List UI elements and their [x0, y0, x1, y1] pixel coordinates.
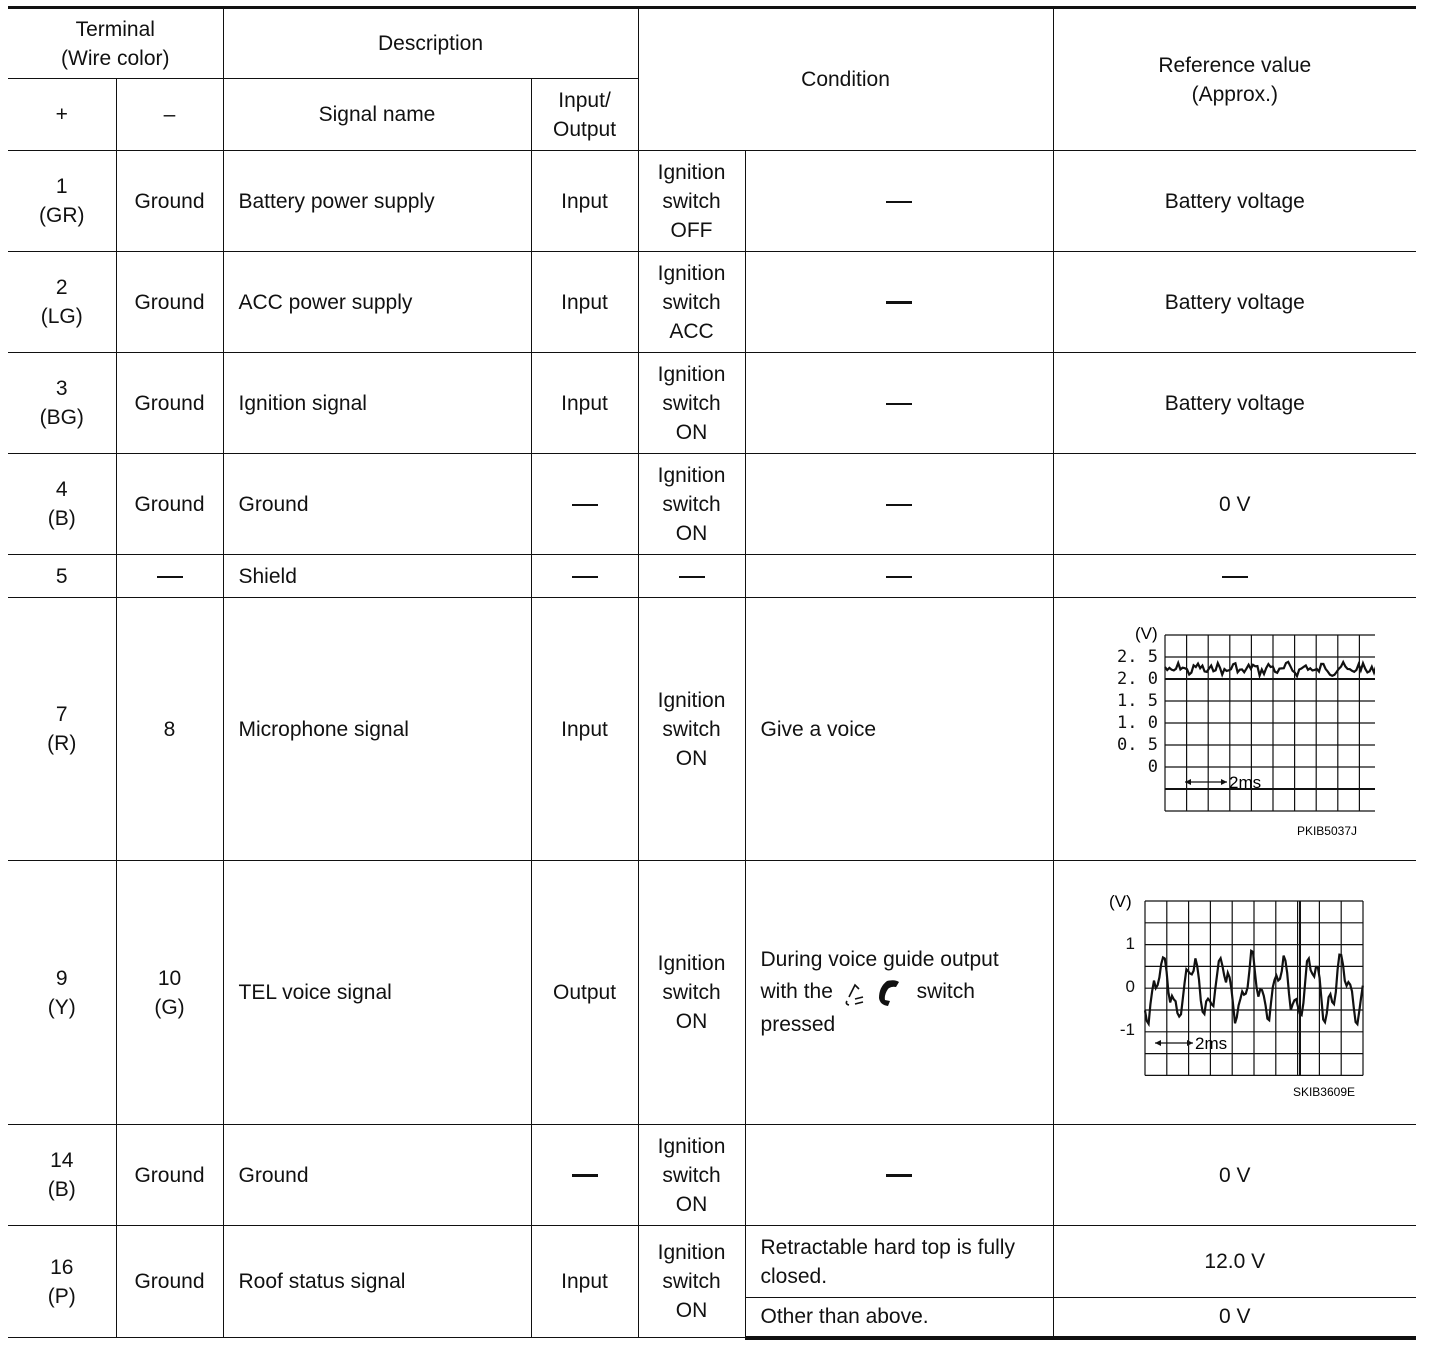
signal-name: Shield — [223, 555, 531, 598]
table-row — [8, 1226, 1416, 1298]
scope-unit: (V) — [1108, 891, 1132, 911]
condition-detail — [745, 1125, 1053, 1226]
terminal-plus: 4 (B) — [8, 454, 116, 555]
terminal-minus: Ground — [116, 1226, 223, 1338]
signal-name: Battery power supply — [223, 151, 531, 252]
terminal-minus: 8 — [116, 598, 223, 861]
figure-code: SKIB3609E — [1292, 1084, 1355, 1099]
reference-value: 0 V — [1053, 1125, 1416, 1226]
condition-detail — [745, 555, 1053, 598]
tel-voice-waveform — [1095, 883, 1375, 1103]
y-tick-label: 2. 5 — [1116, 647, 1158, 667]
header-description: Description — [223, 8, 638, 79]
signal-name: Microphone signal — [223, 598, 531, 861]
y-tick-label: 1. 5 — [1116, 691, 1158, 711]
terminal-plus: 14 (B) — [8, 1125, 116, 1226]
input-output: Input — [531, 598, 638, 861]
condition-detail: Other than above. — [745, 1298, 1053, 1338]
terminal-plus: 7 (R) — [8, 598, 116, 861]
table-row — [8, 252, 1416, 353]
input-output — [531, 1125, 638, 1226]
table-row — [8, 555, 1416, 598]
y-tick-label: 1 — [1125, 933, 1135, 953]
input-output: Input — [531, 252, 638, 353]
terminal-plus: 1 (GR) — [8, 151, 116, 252]
y-tick-label: 2. 0 — [1116, 669, 1158, 689]
reference-value: Battery voltage — [1053, 151, 1416, 252]
reference-value: 12.0 V — [1053, 1226, 1416, 1298]
y-tick-label: 0. 5 — [1116, 735, 1158, 755]
phone-icon — [879, 980, 899, 1006]
header-reference-value: Reference value (Approx.) — [1053, 8, 1416, 151]
time-scale-label: 2ms — [1194, 1033, 1227, 1053]
condition-detail — [745, 252, 1053, 353]
ignition-condition: Ignition switch ON — [638, 1125, 745, 1226]
reference-value: 0 V — [1053, 1298, 1416, 1338]
header-condition: Condition — [638, 8, 1053, 151]
y-tick-label: 1. 0 — [1116, 713, 1158, 733]
reference-waveform — [1053, 598, 1416, 861]
table-row — [8, 454, 1416, 555]
ignition-condition: Ignition switch ON — [638, 353, 745, 454]
table-row — [8, 1125, 1416, 1226]
table-row — [8, 151, 1416, 252]
terminal-plus: 3 (BG) — [8, 353, 116, 454]
terminal-minus: Ground — [116, 151, 223, 252]
header-terminal: Terminal (Wire color) — [8, 8, 223, 79]
signal-name: Ground — [223, 454, 531, 555]
microphone-waveform — [1095, 619, 1375, 839]
ignition-condition: Ignition switch ON — [638, 598, 745, 861]
header-minus: – — [116, 79, 223, 151]
input-output: Input — [531, 1226, 638, 1338]
voice-recognition-icon — [846, 985, 863, 1005]
ignition-condition: Ignition switch ACC — [638, 252, 745, 353]
reference-value — [1053, 555, 1416, 598]
reference-value: Battery voltage — [1053, 252, 1416, 353]
input-output: Input — [531, 353, 638, 454]
input-output — [531, 454, 638, 555]
ignition-condition — [638, 555, 745, 598]
table-row — [8, 598, 1416, 861]
reference-waveform — [1053, 861, 1416, 1125]
ignition-condition: Ignition switch ON — [638, 454, 745, 555]
condition-detail: During voice guide output with the switch pressed — [745, 861, 1053, 1125]
terminal-plus: 16 (P) — [8, 1226, 116, 1338]
ignition-condition: Ignition switch ON — [638, 1226, 745, 1338]
terminal-minus: Ground — [116, 252, 223, 353]
y-tick-label: 0 — [1125, 976, 1135, 996]
header-signal-name: Signal name — [223, 79, 531, 151]
signal-name: Roof status signal — [223, 1226, 531, 1338]
time-scale-label: 2ms — [1228, 773, 1261, 792]
signal-name: Ground — [223, 1125, 531, 1226]
signal-name: Ignition signal — [223, 353, 531, 454]
scope-unit: (V) — [1134, 624, 1158, 643]
table-row — [8, 861, 1416, 1125]
condition-detail — [745, 353, 1053, 454]
reference-value: Battery voltage — [1053, 353, 1416, 454]
reference-value: 0 V — [1053, 454, 1416, 555]
header-input-output: Input/ Output — [531, 79, 638, 151]
terminal-spec-table — [8, 6, 1416, 1340]
terminal-minus: 10 (G) — [116, 861, 223, 1125]
y-tick-label: 0 — [1147, 757, 1158, 777]
figure-code: PKIB5037J — [1296, 824, 1357, 838]
ignition-condition: Ignition switch OFF — [638, 151, 745, 252]
terminal-plus: 5 — [8, 555, 116, 598]
y-tick-label: -1 — [1119, 1019, 1135, 1039]
signal-name: ACC power supply — [223, 252, 531, 353]
ignition-condition: Ignition switch ON — [638, 861, 745, 1125]
header-plus: + — [8, 79, 116, 151]
terminal-plus: 9 (Y) — [8, 861, 116, 1125]
input-output — [531, 555, 638, 598]
condition-detail — [745, 151, 1053, 252]
input-output: Input — [531, 151, 638, 252]
terminal-minus — [116, 555, 223, 598]
condition-detail: Retractable hard top is fully closed. — [745, 1226, 1053, 1298]
terminal-minus: Ground — [116, 454, 223, 555]
condition-detail — [745, 454, 1053, 555]
input-output: Output — [531, 861, 638, 1125]
condition-detail: Give a voice — [745, 598, 1053, 861]
terminal-minus: Ground — [116, 353, 223, 454]
terminal-plus: 2 (LG) — [8, 252, 116, 353]
signal-name: TEL voice signal — [223, 861, 531, 1125]
waveform-trace — [1165, 662, 1375, 676]
terminal-minus: Ground — [116, 1125, 223, 1226]
table-row — [8, 353, 1416, 454]
